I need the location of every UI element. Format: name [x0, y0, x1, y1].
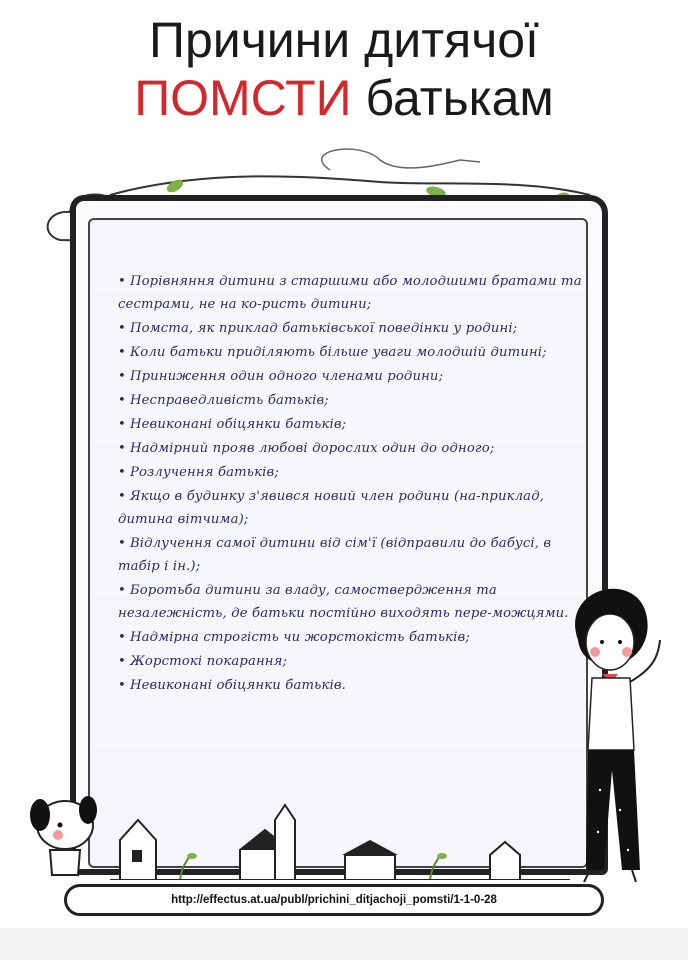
- list-item: • Невиконані обіцянки батьків;: [118, 417, 347, 432]
- source-url: http://effectus.at.ua/publ/prichini_ditjachoji_pomsti/1-1-0-28: [64, 884, 604, 916]
- title-highlight: ПОМСТИ: [134, 70, 352, 126]
- list-item: • Приниження один одного членами родини;: [118, 369, 444, 384]
- list-item: • Надмірна строгість чи жорстокість батьків;: [118, 630, 470, 645]
- list-item: • Відлучення самої дитини від сім'ї (відправили до бабусі, в табір і ін.);: [118, 536, 552, 574]
- list-item: • Жорстокі покарання;: [118, 654, 288, 669]
- list-item: • Розлучення батьків;: [118, 465, 279, 480]
- list-item: • Невиконані обіцянки батьків.: [118, 678, 347, 693]
- list-item: • Надмірний прояв любові дорослих один до одного;: [118, 441, 495, 456]
- list-item: • Порівняння дитини з старшими або молодшими братами та сестрами, не на ко-ристь дитини;: [118, 274, 582, 312]
- list-item: • Несправедливість батьків;: [118, 393, 329, 408]
- reasons-list: [118, 270, 588, 698]
- houses-decoration: [110, 800, 570, 880]
- list-item: • Якщо в будинку з'явився новий член родини (на-приклад, дитина вітчима);: [118, 489, 545, 527]
- dog-illustration: [20, 780, 110, 880]
- footer-band: [0, 928, 688, 960]
- list-item: • Боротьба дитини за владу, самоствердження та незалежність, де батьки постійно виходять пере-можцями.: [118, 583, 569, 621]
- list-item: • Коли батьки приділяють більше уваги молодшій дитині;: [118, 345, 547, 360]
- title-line-1: Причини дитячої: [149, 12, 539, 68]
- list-item: • Помста, як приклад батьківської поведінки у родині;: [118, 321, 518, 336]
- title-rest: батькам: [351, 70, 554, 126]
